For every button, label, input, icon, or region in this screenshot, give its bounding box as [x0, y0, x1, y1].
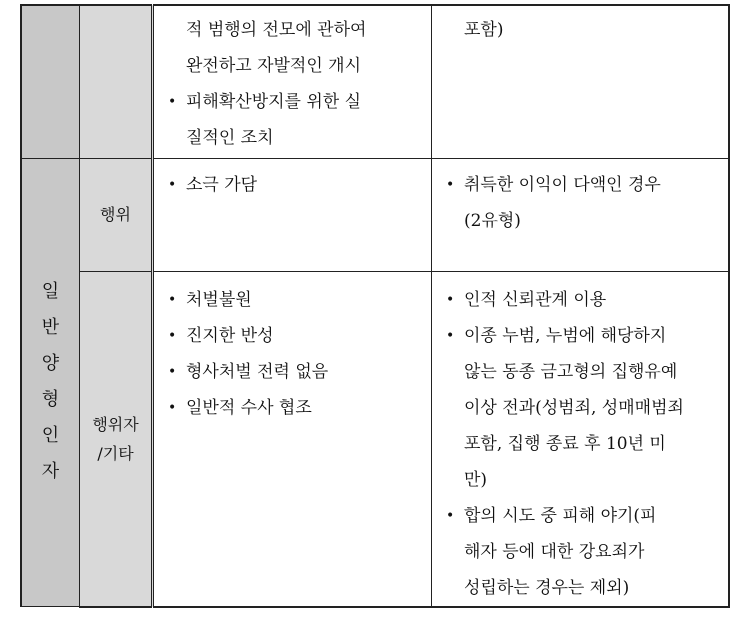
mitigating-cell-act [153, 158, 432, 271]
bullet-icon: • [168, 291, 177, 308]
row-label-actor-other: 행위자 /기타 [80, 271, 153, 607]
list-item: • 합의 시도 중 피해 야기(피 해자 등에 대한 강요죄가 성립하는 경우는 제외) [432, 498, 728, 606]
continued-text: 적 범행의 전모에 관하여 완전하고 자발적인 개시 [186, 20, 367, 76]
bullet-icon: • [168, 176, 177, 193]
continued-text: 포함) [464, 20, 504, 40]
bullet-icon: • [168, 363, 177, 380]
aggravating-cell-act [432, 158, 730, 271]
list-item: • 진지한 반성 [154, 318, 431, 354]
bullet-icon: • [168, 327, 177, 344]
aggravating-cell-actor [432, 271, 730, 607]
section-cell-top [21, 5, 80, 158]
list-item: • 소극 가담 [154, 167, 431, 203]
bullet-icon: • [446, 327, 455, 344]
list-item: • 처벌불원 [154, 282, 431, 318]
section-label-general: 일 반 양 형 인 자 [21, 158, 80, 607]
bullet-icon: • [168, 94, 177, 110]
list-item: • 피해확산방지를 위한 실 질적인 조치 [154, 84, 431, 156]
bullet-icon: • [446, 291, 455, 308]
list-item: • 일반적 수사 협조 [154, 390, 431, 426]
list-item: • 이종 누범, 누범에 해당하지 않는 동종 금고형의 집행유예 이상 전과(성범죄, 성매매범죄 포함, 집행 종료 후 10년 미 만) [432, 318, 728, 498]
label-cell-top [80, 5, 153, 158]
list-item: • 인적 신뢰관계 이용 [432, 282, 728, 318]
sentencing-factors-table [20, 4, 730, 608]
list-item: • 취득한 이익이 다액인 경우 (2유형) [432, 167, 728, 239]
bullet-icon: • [168, 399, 177, 416]
mitigating-cell-actor [153, 271, 432, 607]
bullet-icon: • [446, 507, 455, 524]
bullet-icon: • [446, 176, 455, 193]
mitigating-cell-row1 [153, 5, 432, 158]
row-label-act: 행위 [80, 158, 153, 271]
aggravating-cell-row1 [432, 5, 730, 158]
list-item: • 형사처벌 전력 없음 [154, 354, 431, 390]
